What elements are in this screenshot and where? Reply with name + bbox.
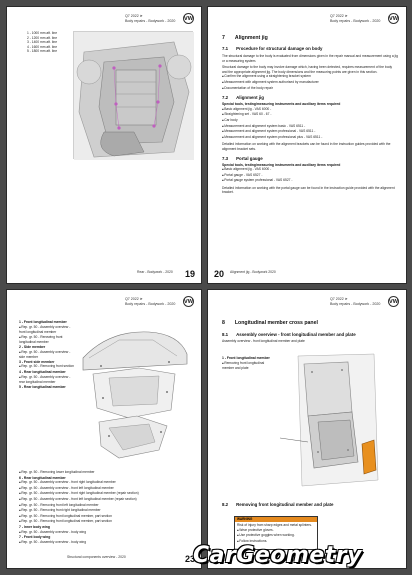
list-item: ■ Rep. gr. 50 - Renewing front longitudinal member — [19, 335, 77, 345]
warning-line: ■ Use protective goggles when working. — [237, 533, 315, 539]
paragraph: Detailed information on working with the portal gauge can be found in the instruction guide provided with the alignment bracket. — [222, 185, 395, 195]
bullet-item: ■ Measurement with alignment system authorised by manufacturer — [222, 80, 398, 86]
section-title: Alignment jig — [234, 35, 268, 41]
list-item: ■ Rep. gr. 50 - Assembly overview - front left longitudinal member — [19, 486, 191, 492]
legend-item: 5 - 1800 mm aft. line — [27, 49, 58, 54]
manual-page-23 — [6, 289, 202, 569]
bullet-item: ■ Portal gauge system professional - VAS 6527 - — [222, 178, 398, 184]
manual-page-19 — [6, 6, 202, 284]
list-item: ■ Rep. gr. 50 - Removing front left longitudinal member — [19, 503, 191, 509]
underbody-figure — [73, 31, 193, 159]
subsection-number: 7.1 — [222, 46, 229, 51]
bullet-item: ■ Basic alignment jig - VAS 6000 - — [222, 107, 398, 113]
section-number: 8 — [222, 320, 225, 326]
bullet-item: ■ Basic alignment jig - VAS 6000 - — [222, 167, 398, 173]
list-item: ■ Rep. gr. 50 - Assembly overview - side member — [19, 350, 77, 360]
manual-page-20 — [207, 6, 407, 284]
list-item: 1 - Front longitudinal member — [19, 320, 67, 324]
section-number: 7 — [222, 35, 225, 41]
section-7 — [222, 35, 398, 195]
page-number: 20 — [214, 269, 225, 279]
list-item: 3 - Front side member — [19, 359, 55, 364]
subsection-title: Portal gauge — [236, 155, 263, 161]
list-item: ■ Rep. gr. 50 - Removing front longitudinal member, part section — [19, 514, 191, 520]
caption: Assembly overview - front longitudinal member and plate — [222, 339, 305, 343]
item-legend — [222, 356, 270, 371]
list-item: 6 - Rear longitudinal member — [19, 475, 66, 480]
bullet-item: ■ Measurement and alignment system professional - VAS 6511 - — [222, 129, 398, 135]
page-number: 19 — [185, 269, 196, 279]
bullet-item: ■ Measurement and alignment system basic - VAS 6511 - — [222, 124, 398, 130]
manual-page-24 — [207, 289, 407, 569]
subsection-title: Procedure for structural damage on body — [236, 46, 323, 51]
page-header: Q7 2022 ➤ Body repairs - Bodywork - 2020 — [125, 297, 176, 306]
page-header: Q7 2022 ➤ Body repairs - Bodywork - 2020 — [125, 14, 176, 23]
page-number: 23 — [185, 554, 196, 564]
bullet-item: ■ Documentation of the body repair — [222, 86, 398, 92]
subsection-number: 8.2 — [222, 502, 229, 507]
paragraph: The structural damage to the body is evaluated from dimensions given in the repair manual and measurement using a jig or a measuring system. — [222, 54, 398, 63]
subsection-number: 8.1 — [222, 332, 229, 337]
page-footer: Structural components overview - 2020 — [67, 555, 126, 559]
subsection-title: Removing front longitudinal member and plate — [236, 502, 334, 507]
list-item: ■ Rep. gr. 50 - Assembly overview - body wing — [19, 540, 191, 546]
vw-logo-icon: VW — [388, 296, 399, 307]
tools-heading: Special tools, testing/measuring instruments and auxiliary items required — [222, 162, 341, 167]
bullet-item: ■ Straightening set - VAS 60 - 67 - — [222, 112, 398, 118]
longitudinal-member-drawing — [278, 352, 386, 492]
list-item: 2 - Side member — [19, 344, 46, 349]
list-item: 7 - Front body wing — [19, 535, 51, 540]
bullet-item: ■ Portal gauge - VAS 6527 - — [222, 173, 398, 179]
body-shell-drawing — [79, 318, 191, 466]
list-item: ■ Rep. gr. 50 - Assembly overview - front longitudinal member — [19, 325, 77, 335]
bullet-item: ■ Measurement and alignment system professional plus - VAS 6511 - — [222, 135, 398, 141]
legend-item: 2 - 1200 mm aft. line — [27, 35, 58, 40]
page-footer: Alignment jig - Bodywork 2020 — [230, 270, 276, 274]
item-heading: 1 - Front longitudinal member — [222, 356, 270, 360]
page-footer: Rear - Bodywork - 2020 — [137, 270, 173, 274]
list-item: ■ Rep. gr. 50 - Assembly overview - rear longitudinal member — [19, 375, 77, 385]
vw-logo-icon: VW — [388, 13, 399, 24]
component-list — [19, 320, 77, 389]
section-title: Longitudinal member cross panel — [234, 320, 318, 326]
list-item: ■ Rep. gr. 50 - Removing front right longitudinal member — [19, 508, 191, 514]
subsection-8-2 — [222, 502, 398, 507]
item-text: ■ Removing front longitudinal member and plate — [222, 361, 270, 371]
body-shell-figure — [79, 318, 191, 466]
vw-logo-icon: VW — [183, 13, 194, 24]
list-item: ■ Rep. gr. 50 - Removing front longitudinal member, part section — [19, 519, 191, 525]
list-item: ■ Rep. gr. 50 - Assembly overview - body wing — [19, 530, 191, 536]
subsection-number: 7.2 — [222, 95, 229, 101]
list-item: ■ Rep. gr. 50 - Removing front section — [19, 364, 77, 370]
legend-item: 4 - 1600 mm aft. line — [27, 44, 58, 49]
warning-label: WARNING — [235, 517, 317, 522]
subsection-title: Assembly overview - front longitudinal member and plate — [236, 332, 356, 337]
vw-logo-icon: VW — [183, 296, 194, 307]
list-item: 5 - Rear longitudinal member — [19, 384, 66, 389]
list-item: 7 - Inner body wing — [19, 524, 50, 529]
paragraph: Detailed information on working with the alignment brackets can be found in the instruction guides provided with the alignment bracket sets. — [222, 142, 391, 151]
bullet-item: ■ Car body — [222, 118, 398, 124]
longitudinal-member-figure — [278, 352, 386, 492]
warning-line: ■ Wear protective gloves. — [237, 528, 315, 534]
bullet-item: ■ Confirm the alignment using a straightening bracket system — [222, 74, 398, 80]
page-header: Q7 2022 ➤ Body repairs - Bodywork - 2020 — [330, 297, 381, 306]
subsection-number: 7.3 — [222, 155, 229, 161]
list-item: ■ Rep. gr. 50 - Assembly overview - front right longitudinal member — [19, 480, 191, 486]
paragraph: Structural damage to the body may involve damage which, having been detected, requires measurement of the body and the appropriate alignment jig. The body dimensions and the measuring points are given in this section. — [222, 65, 393, 74]
page-header: Q7 2022 ➤ Body repairs - Bodywork - 2020 — [330, 14, 381, 23]
section-8 — [222, 320, 398, 344]
tools-heading: Special tools, testing/measuring instruments and auxiliary items required — [222, 102, 341, 107]
underbody-drawing — [74, 32, 194, 160]
warning-line: ■ Follow instructions. — [237, 539, 315, 545]
figure-legend — [27, 31, 77, 54]
list-item: ■ Rep. gr. 50 - Assembly overview - front right longitudinal member (repair section) — [19, 491, 191, 497]
component-list-continued — [19, 470, 191, 545]
list-item: 4 - Rear longitudinal member — [19, 369, 66, 374]
subsection-title: Alignment jig — [236, 95, 264, 101]
warning-line: Risk of injury from sharp edges and metal splinters. — [237, 523, 312, 527]
cargeometry-watermark: CarGeometry — [193, 543, 362, 568]
legend-item: 3 - 1400 mm aft. line — [27, 40, 58, 45]
legend-item: 1 - 1000 mm aft. line — [27, 31, 58, 35]
list-item: ■ Rep. gr. 50 - Removing lower longitudinal member — [19, 470, 191, 476]
list-item: ■ Rep. gr. 50 - Assembly overview - front left longitudinal member (repair section) — [19, 497, 191, 503]
